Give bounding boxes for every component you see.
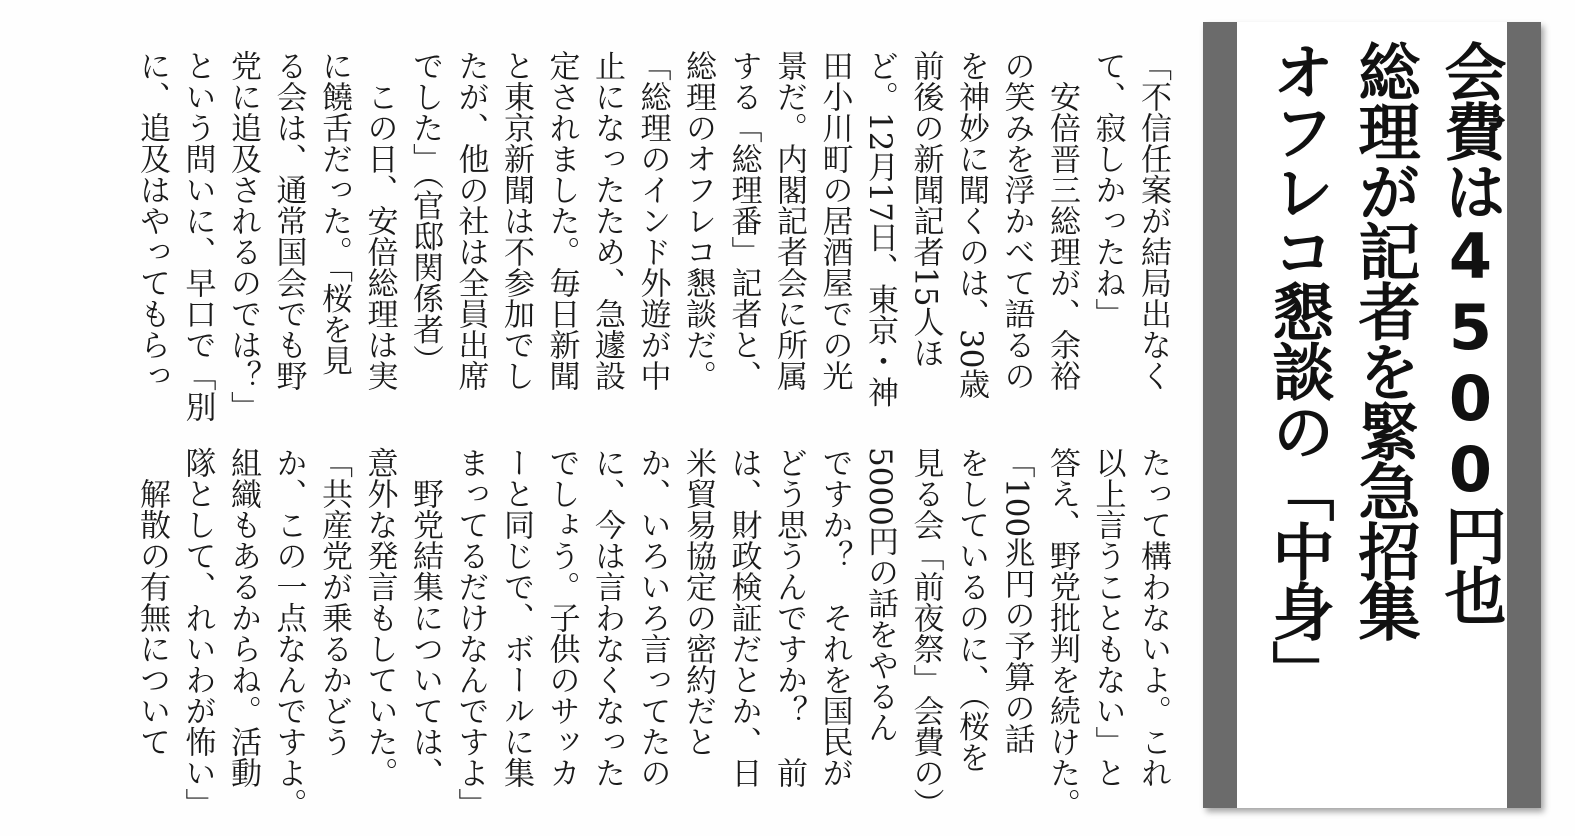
- headline-line-3: オフレコ懇談の「中身」: [1262, 40, 1335, 700]
- article-body-bottom: たって構わないよ。これ 以上言うこともない」と 答え、野党批判を続けた。 「100兆円の予算の話 をしているのに、（桜を 見る会「前夜祭」会費の） 5000円の話をやるん ですか？ それを国民が どう思うんですか？ 前 は、財政検証だとか、日 米貿易協定の密約だと か、いろいろ言ってたの に、今は言わなくなった でしょう。子供のサッカ ーと同じで、ボールに集 まってるだけなんですよ」 野党結集については、 意外な発言もしていた。 「共産党が乗るかどう か、この一点なんですよ。 組織もあるからね。活動 隊として、れいわが怖い」 解散の有無について: [134, 447, 1171, 819]
- headline-line-1: 会費は4500円也: [1434, 40, 1507, 624]
- headline-line-2: 総理が記者を緊急招集: [1348, 40, 1421, 640]
- article-body-top: 「不信任案が結局出なく て、寂しかったね」 安倍晋三総理が、余裕 の笑みを浮かべて語るの を神妙に聞くのは、30歳 前後の新聞記者15人ほ ど。12月17日、東京・神 田小川町の居酒屋での光 景だ。内閣記者会に所属 する「総理番」記者と、 総理のオフレコ懇談だ。 「総理のインド外遊が中 止になったため、急遽設 定されました。毎日新聞 と東京新聞は不参加でし たが、他の社は全員出席 でした」（官邸関係者） この日、安倍総理は実 に饒舌だった。「桜を見 る会は、通常国会でも野 党に追及されるのでは？」 という問いに、早口で「別 に、追及はやってもらっ: [134, 50, 1171, 422]
- headline-box: [1203, 22, 1541, 808]
- headline-bar-left: [1203, 22, 1237, 808]
